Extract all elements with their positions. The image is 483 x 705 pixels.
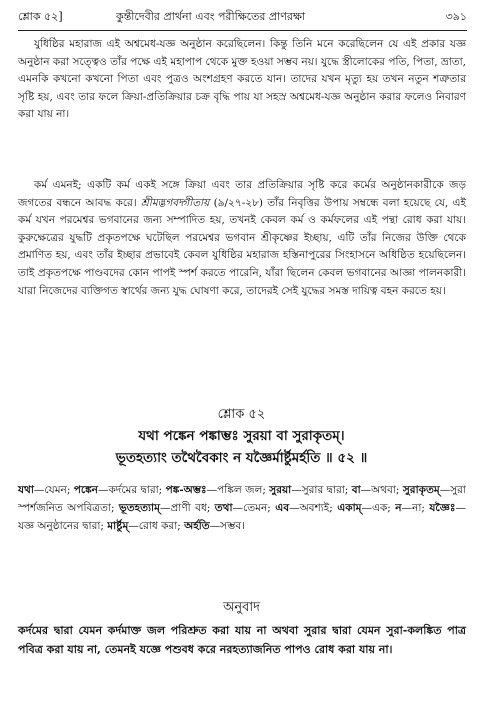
translation-text: কর্দমের দ্বারা যেমন কর্দমাক্ত জল পরিশ্রুত করা যায় না অথবা সুরার দ্বারা যেমন সুরা-কলঙ্কিত পাত্র পবিত্র করা যায় না, তেমনই যজ্ঞে পশুবধ করে নরহত্যাজনিত পাপও রোধ করা যায় না। — [18, 624, 466, 656]
synonym-meaning: তেমন — [243, 501, 268, 514]
synonym-meaning: রোধ করা — [138, 519, 178, 532]
synonym-meaning: অথবা — [371, 484, 396, 496]
synonym-word: তথা — [214, 501, 233, 514]
page-number: ৩৯১ — [445, 10, 467, 23]
translation-title: অনুবাদ — [223, 600, 260, 615]
synonym-word: এব — [275, 501, 290, 514]
purport-paragraph-1: যুধিষ্ঠির মহারাজ এই অশ্বমেধ-যজ্ঞ অনুষ্ঠান করেছিলেন। কিন্তু তিনি মনে করেছিলেন যে এই প্রকার যজ্ঞ অনুষ্ঠান করা সত্ত্বেও তাঁর পক্ষে এই মহাপাপ থেকে মুক্ত হওয়া সম্ভব নয়। যুদ্ধে স্ত্রীলোকের পতি, পিতা, ভ্রাতা, এমনকি কখনো কখনো পিতা এবং পুত্রও অংশগ্রহণ করতে যান। তাদের যখন মৃত্যু হয় তখন নতুন শত্রুতার সৃষ্টি হয়, এবং তার ফলে ক্রিয়া-প্রতিক্রিয়ার চক্র বৃদ্ধি পায় যা সহস্র অশ্বমেধ-যজ্ঞ অনুষ্ঠান করার ফলেও নিবারণ করা যায় না। — [18, 38, 466, 121]
synonym-word: পঙ্কেন — [73, 484, 98, 496]
chapter-title: কুন্তীদেবীর প্রার্থনা এবং পরীক্ষিতের প্রাণরক্ষা — [116, 10, 306, 23]
synonym-meaning: যজ্ঞ অনুষ্ঠানের দ্বারা — [18, 519, 101, 532]
synonym-meaning: এক — [371, 501, 388, 514]
synonym-word: পঙ্ক-অম্ভঃ — [165, 484, 207, 496]
verse-reference: শ্লোক ৫২] — [18, 10, 63, 23]
synonym-word: ন — [395, 501, 402, 514]
synonym-meaning: যেমন — [44, 484, 67, 496]
synonym-meaning: সুরার দ্বারা — [301, 484, 345, 496]
synonym-word: যথা — [18, 484, 34, 496]
word-for-word-synonyms: যথা—যেমন; পঙ্কেন—কর্দমের দ্বারা; পঙ্ক-অম্ভঃ—পঙ্কিল জল; সুরয়া—সুরার দ্বারা; বা—অথবা; সুরাকৃতম্—সুরা স্পর্শজনিত অপবিত্রতা; ভূতহত্যাম্—প্রাণী বধ; তথা—তেমন; এব—অবশ্যই; একাম্—এক; ন—না; যজ্ঞৈঃ—যজ্ঞ অনুষ্ঠানের দ্বারা; মাৰ্ষ্টুম্—রোধ করা; অর্হতি—সম্ভব। — [18, 484, 466, 532]
synonym-word: ভূতহত্যাম্ — [118, 501, 160, 514]
synonym-meaning: পঙ্কিল জল — [217, 484, 263, 496]
synonym-word: অর্হতি — [184, 519, 210, 532]
synonym-meaning: কর্দমের দ্বারা — [108, 484, 159, 496]
synonym-word: বা — [351, 484, 361, 496]
purport-text: (৯/২৭-২৮) তাঁর নিবৃত্তির উপায় সম্বন্ধে বলা হয়েছে যে, এই কর্ম যখন পরমেশ্বর ভগবানের জন্য সম্পাদিত হয়, তখনই কেবল কর্ম ও কর্মফলের এই পন্থা রোধ করা যায়। কুরুক্ষেত্রের যুদ্ধটি প্রকৃতপক্ষে ঘটেছিল পরমেশ্বর ভগবান শ্রীকৃষ্ণের ইচ্ছায়, এটি তাঁর নিজের উক্তি থেকে প্রমাণিত হয়, এবং তাঁর ইচ্ছার প্রভাবেই কেবল যুধিষ্ঠির মহারাজ হস্তিনাপুরের সিংহাসনে অধিষ্ঠিত হয়েছিলেন। তাই প্রকৃতপক্ষে পাণ্ডবদের কোন পাপই স্পর্শ করতে পারেনি, যাঁরা ছিলেন কেবল ভগবানের আজ্ঞা পালনকারী। যারা নিজেদের ব্যক্তিগত স্বার্থের জন্য যুদ্ধ ঘোষণা করে, তাদেরই সেই যুদ্ধের সমস্ত দায়িত্ব বহন করতে হয়। — [18, 196, 466, 297]
synonym-meaning: সুরা স্পর্শজনিত অপবিত্রতা — [18, 484, 466, 514]
purport-paragraph-2 — [18, 177, 466, 300]
verse-title: শ্লোক ৫২ — [217, 407, 266, 422]
synonym-meaning: অবশ্যই — [299, 501, 330, 514]
synonym-word: যজ্ঞৈঃ — [429, 501, 456, 514]
synonym-word: সুরয়া — [269, 484, 292, 496]
synonym-word: সুরাকৃতম্ — [402, 484, 440, 496]
synonym-word: একাম্ — [337, 501, 362, 514]
page-header — [18, 6, 467, 31]
verse-line-2: ভূতহত্যাং তথৈবৈকাং ন যজ্ঞৈর্মাৰ্ষ্টুমর্হতি ॥ ৫২ ॥ — [115, 450, 368, 466]
purport-text: কর্ম এমনই; একটি কর্ম একই সঙ্গে ক্রিয়া এবং তার প্রতিক্রিয়ার সৃষ্টি করে কর্মের অনুষ্ঠানকারীকে জড় জগতের বন্ধনে আবদ্ধ করে। — [18, 179, 466, 209]
verse-line-1: যথা পঙ্কেন পঙ্কাম্ভঃ সুরয়া বা সুরাকৃতম্। — [138, 428, 345, 444]
gita-reference: শ্রীমদ্ভগবদ্গীতায় — [140, 196, 210, 209]
synonym-meaning: প্রাণী বধ — [170, 501, 207, 514]
synonym-meaning: সম্ভব — [220, 519, 242, 532]
synonym-word: মাৰ্ষ্টুম্ — [107, 519, 129, 532]
synonym-meaning: না — [412, 501, 422, 514]
